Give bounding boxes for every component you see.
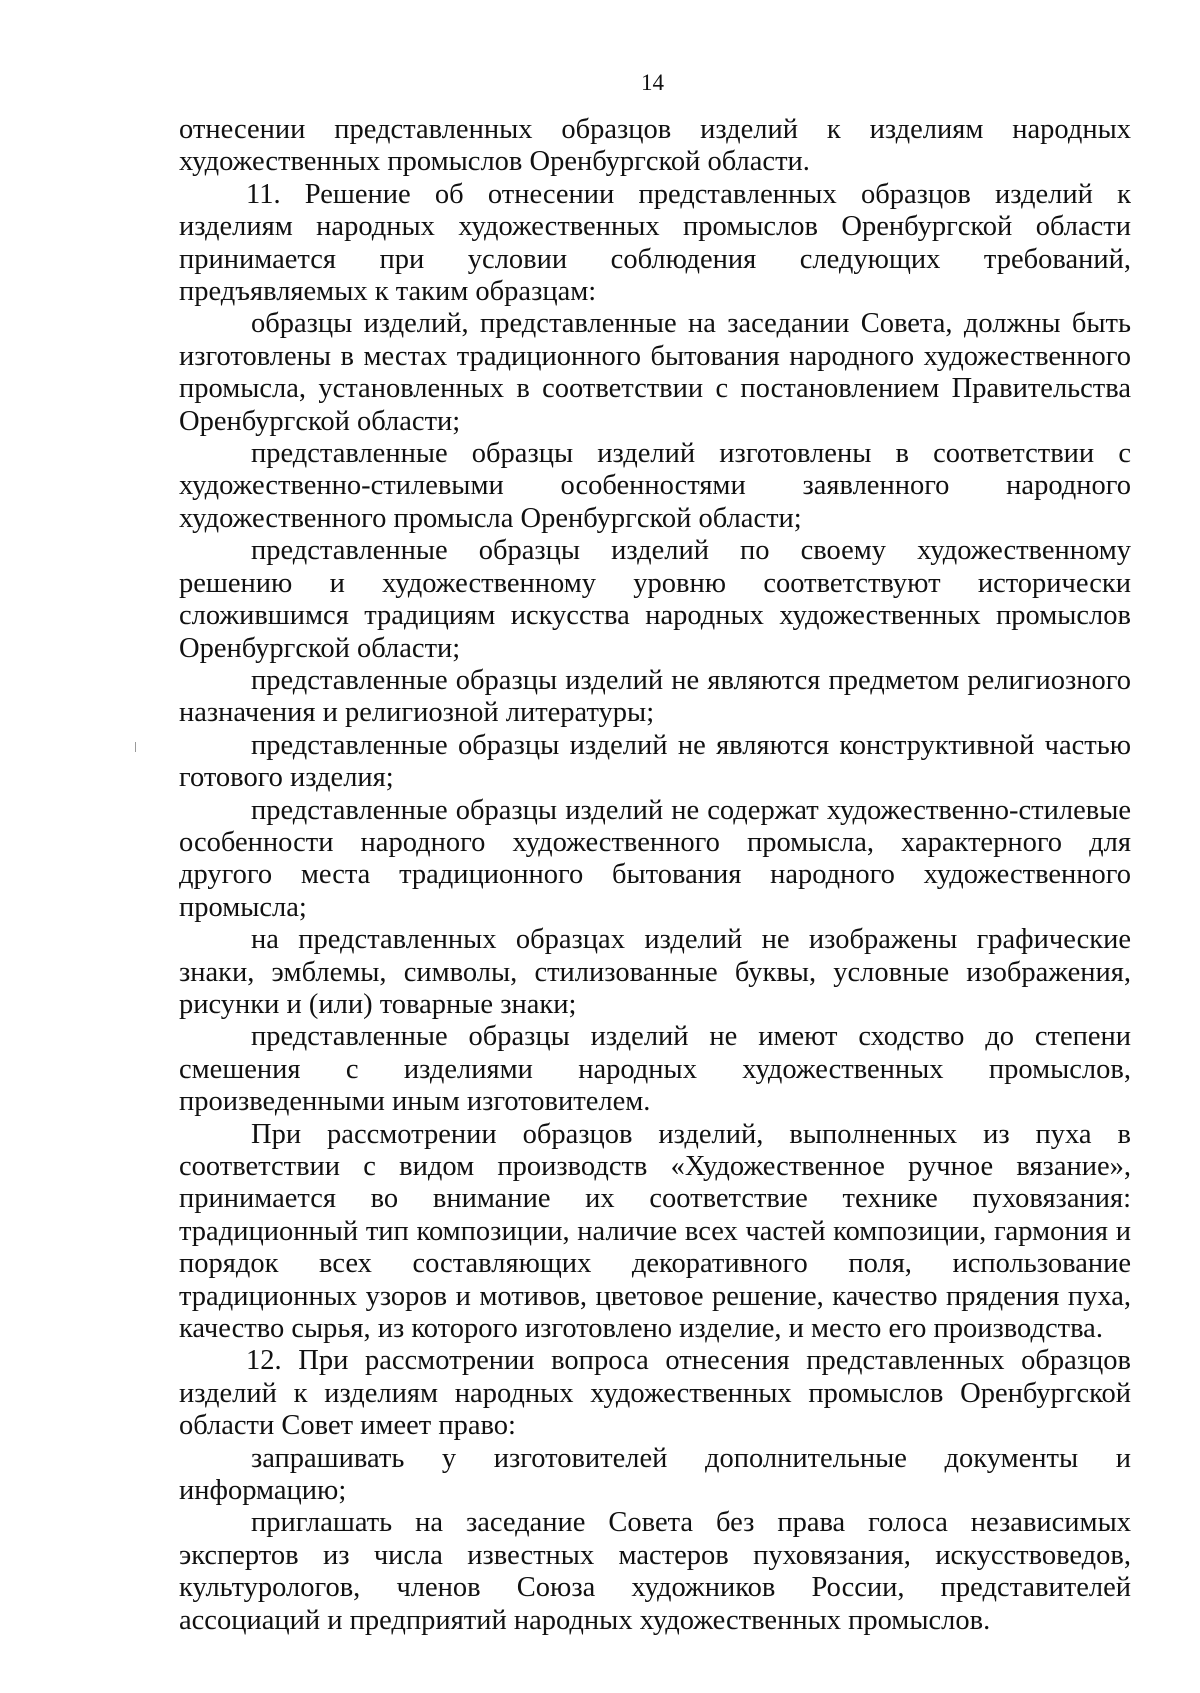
- paragraph-continuation: отнесении представленных образцов изделий к изделиям народных художественных промыслов Оренбургской области.: [179, 114, 1131, 178]
- paragraph-item-12: 12. При рассмотрении вопроса отнесения представленных образцов изделий к изделиям народных художественных промыслов Оренбургской области Совет имеет право:: [179, 1345, 1131, 1442]
- requirement-paragraph: представленные образцы изделий не содержат художественно-стилевые особенности народного художественного промысла, характерного для другого места традиционного бытования народного художественного промысла;: [179, 794, 1131, 923]
- document-body: [179, 114, 1131, 1637]
- right-paragraph: приглашать на заседание Совета без права голоса независимых экспертов из числа известных мастеров пуховязания, искусствоведов, культурологов, членов Союза художников России, представителей ассоциаций и предприятий народных художественных промыслов.: [179, 1507, 1131, 1636]
- right-paragraph: запрашивать у изготовителей дополнительные документы и информацию;: [179, 1442, 1131, 1507]
- scan-artifact: [135, 742, 136, 752]
- requirement-paragraph: представленные образцы изделий по своему художественному решению и художественному уровню соответствуют исторически сложившимся традициям искусства народных художественных промыслов Оренбургской области;: [179, 535, 1131, 664]
- paragraph-item-11: 11. Решение об отнесении представленных образцов изделий к изделиям народных художественных промыслов Оренбургской области принимается при условии соблюдения следующих требований, предъявляемых к таким образцам:: [179, 178, 1131, 308]
- requirement-paragraph: представленные образцы изделий не являются предметом религиозного назначения и религиозной литературы;: [179, 664, 1131, 729]
- requirement-paragraph: представленные образцы изделий не являются конструктивной частью готового изделия;: [179, 729, 1131, 794]
- paragraph-down-items: При рассмотрении образцов изделий, выполненных из пуха в соответствии с видом производств «Художественное ручное вязание», принимается во внимание их соответствие технике пуховязания: традиционный тип композиции, наличие всех частей композиции, гармония и порядок всех составляющих декоративного поля, использование традиционных узоров и мотивов, цветовое решение, качество прядения пуха, качество сырья, из которого изготовлено изделие, и место его производства.: [179, 1118, 1131, 1345]
- requirement-paragraph: образцы изделий, представленные на заседании Совета, должны быть изготовлены в местах традиционного бытования народного художественного промысла, установленных в соответствии с постановлением Правительства Оренбургской области;: [179, 308, 1131, 437]
- requirement-paragraph: представленные образцы изделий не имеют сходство до степени смешения с изделиями народных художественных промыслов, произведенными иным изготовителем.: [179, 1021, 1131, 1118]
- requirement-paragraph: представленные образцы изделий изготовлены в соответствии с художественно-стилевыми особенностями заявленного народного художественного промысла Оренбургской области;: [179, 438, 1131, 534]
- page-number: 14: [641, 70, 664, 95]
- requirement-paragraph: на представленных образцах изделий не изображены графические знаки, эмблемы, символы, стилизованные буквы, условные изображения, рисунки и (или) товарные знаки;: [179, 924, 1131, 1020]
